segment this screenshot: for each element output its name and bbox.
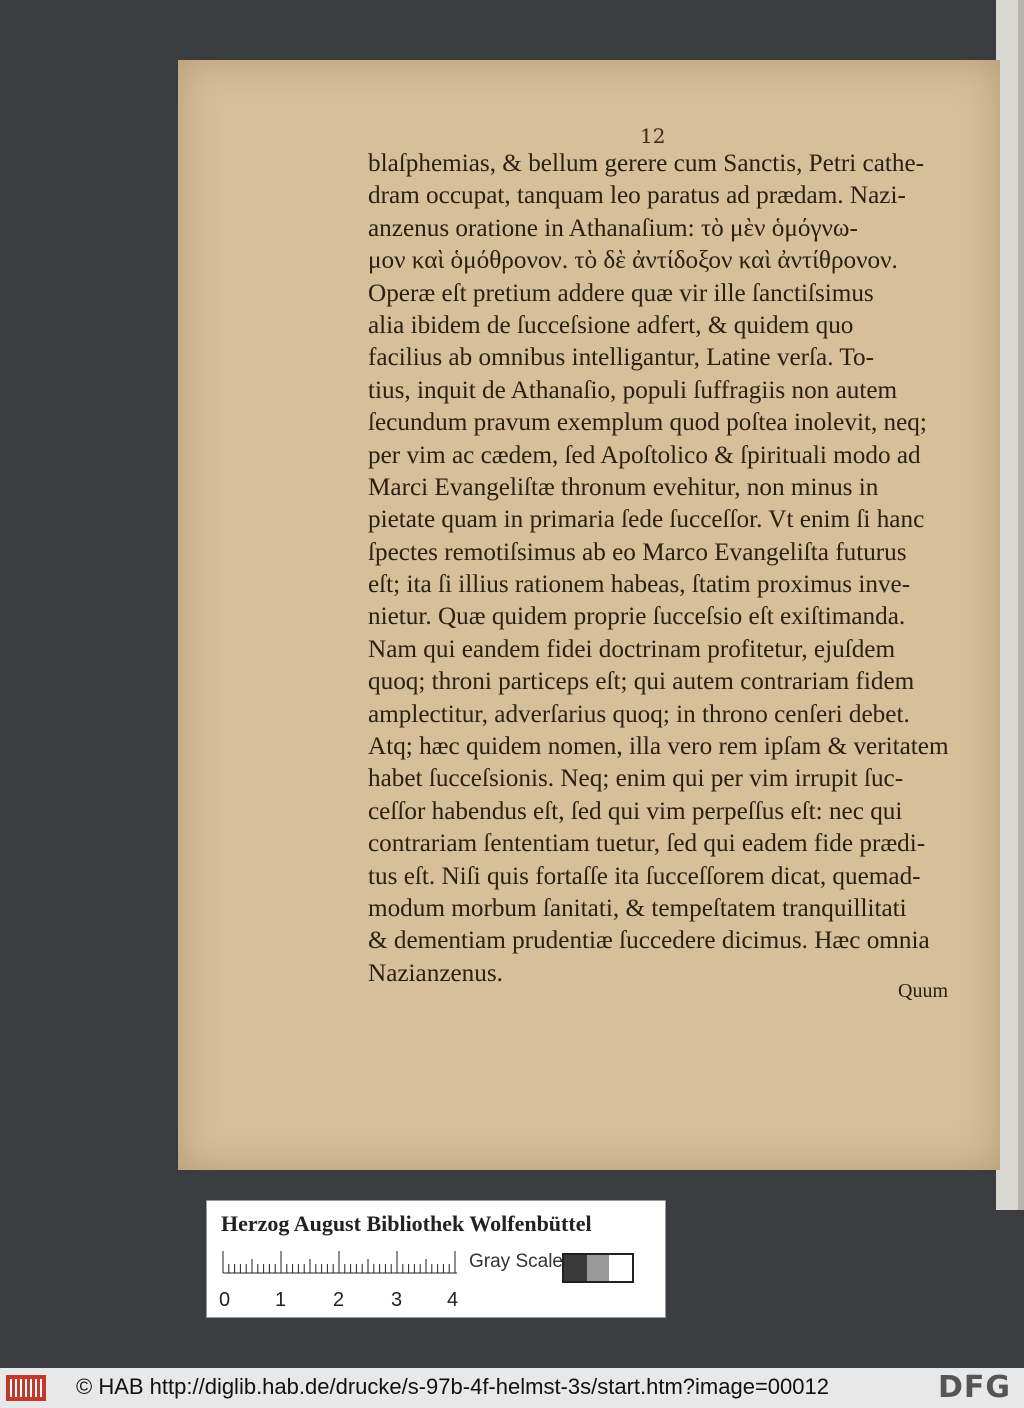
text-line: & dementiam prudentiæ ſuccedere dicimus. Hæc omnia [368, 927, 930, 955]
text-line: modum morbum ſanitati, & tempeſtatem tranquillitati [368, 894, 907, 922]
text-line: habet ſucceſsionis. Neq; enim qui per vim irrupit ſuc- [368, 765, 904, 793]
text-line: facilius ab omnibus intelligantur, Latine verſa. To- [368, 344, 874, 372]
library-title: Herzog August Bibliothek Wolfenbüttel [221, 1211, 592, 1236]
footer-url-link[interactable]: © HAB http://diglib.hab.de/drucke/s-97b-4f-helmst-3s/start.htm?image=00012 [76, 1374, 829, 1399]
gray-scale-swatches [562, 1253, 634, 1283]
scale-ruler [219, 1249, 463, 1311]
page-text [368, 148, 968, 990]
text-line: anzenus oratione in Athanaſium: τὸ μὲν ὁμόγνω- [368, 214, 858, 242]
text-line: nietur. Quæ quidem proprie ſucceſsio eſt exiſtimanda. [368, 603, 906, 631]
text-line: amplectitur, adverſarius quoq; in throno cenſeri debet. [368, 700, 910, 728]
library-color-target-card [206, 1200, 666, 1318]
text-line: eſt; ita ſi illius rationem habeas, ſtatim proximus inve- [368, 571, 911, 599]
scale-number-0: 0 [219, 1289, 231, 1311]
text-line: dram occupat, tanquam leo paratus ad prædam. Nazi- [368, 182, 906, 210]
gray-swatch-light [609, 1255, 632, 1281]
text-line: per vim ac cædem, ſed Apoſtolico & ſpirituali modo ad [368, 441, 921, 469]
catchword: Quum [898, 980, 948, 1002]
text-line: μον καὶ ὁμόθρονον. τὸ δὲ ἀντίδοξον καὶ ἀντίθρονον. [368, 247, 898, 275]
hab-logo-icon [6, 1375, 46, 1401]
text-line: pietate quam in primaria ſede ſucceſſor. Vt enim ſi hanc [368, 506, 925, 534]
text-line: Nazianzenus. [368, 959, 503, 987]
text-line: blaſphemias, & bellum gerere cum Sanctis, Petri cathe- [368, 150, 925, 177]
gray-scale-label: Gray Scale [469, 1251, 563, 1272]
scale-number-2: 2 [333, 1289, 345, 1311]
scale-number-4: 4 [447, 1289, 459, 1311]
page-number: 12 [640, 124, 666, 148]
text-line: Operæ eſt pretium addere quæ vir ille ſanctiſsimus [368, 279, 874, 307]
text-line: ceſſor habendus eſt, ſed qui vim perpeſſus eſt: nec qui [368, 797, 903, 825]
adjacent-page-edge [996, 0, 1024, 1210]
text-line: Nam qui eandem fidei doctrinam profitetur, ejuſdem [368, 635, 896, 663]
footer-bar [0, 1368, 1024, 1408]
text-line: tus eſt. Niſi quis fortaſſe ita ſucceſſorem dicat, quemad- [368, 862, 921, 890]
text-line: tius, inquit de Athanaſio, populi ſuffragiis non autem [368, 376, 898, 404]
text-line: Marci Evangeliſtæ thronum evehitur, non minus in [368, 473, 879, 501]
scale-number-1: 1 [275, 1289, 287, 1311]
book-page [178, 60, 1000, 1170]
text-line: ſpectes remotiſsimus ab eo Marco Evangeliſta futurus [368, 538, 907, 566]
text-line: ſecundum pravum exemplum quod poſtea inolevit, neq; [368, 409, 927, 437]
ruler-ticks [219, 1249, 463, 1275]
text-line: contrariam ſententiam tuetur, ſed qui eadem fide prædi- [368, 830, 926, 858]
scale-number-3: 3 [391, 1289, 403, 1311]
gray-swatch-mid [587, 1255, 610, 1281]
dfg-logo: DFG [938, 1370, 1012, 1405]
text-line: quoq; throni particeps eſt; qui autem contrariam fidem [368, 668, 915, 696]
gray-swatch-dark [564, 1255, 587, 1281]
page-edge-shadow [1018, 0, 1024, 1210]
text-line: Atq; hæc quidem nomen, illa vero rem ipſam & veritatem [368, 733, 949, 761]
text-line: alia ibidem de ſucceſsione adfert, & quidem quo [368, 311, 854, 339]
